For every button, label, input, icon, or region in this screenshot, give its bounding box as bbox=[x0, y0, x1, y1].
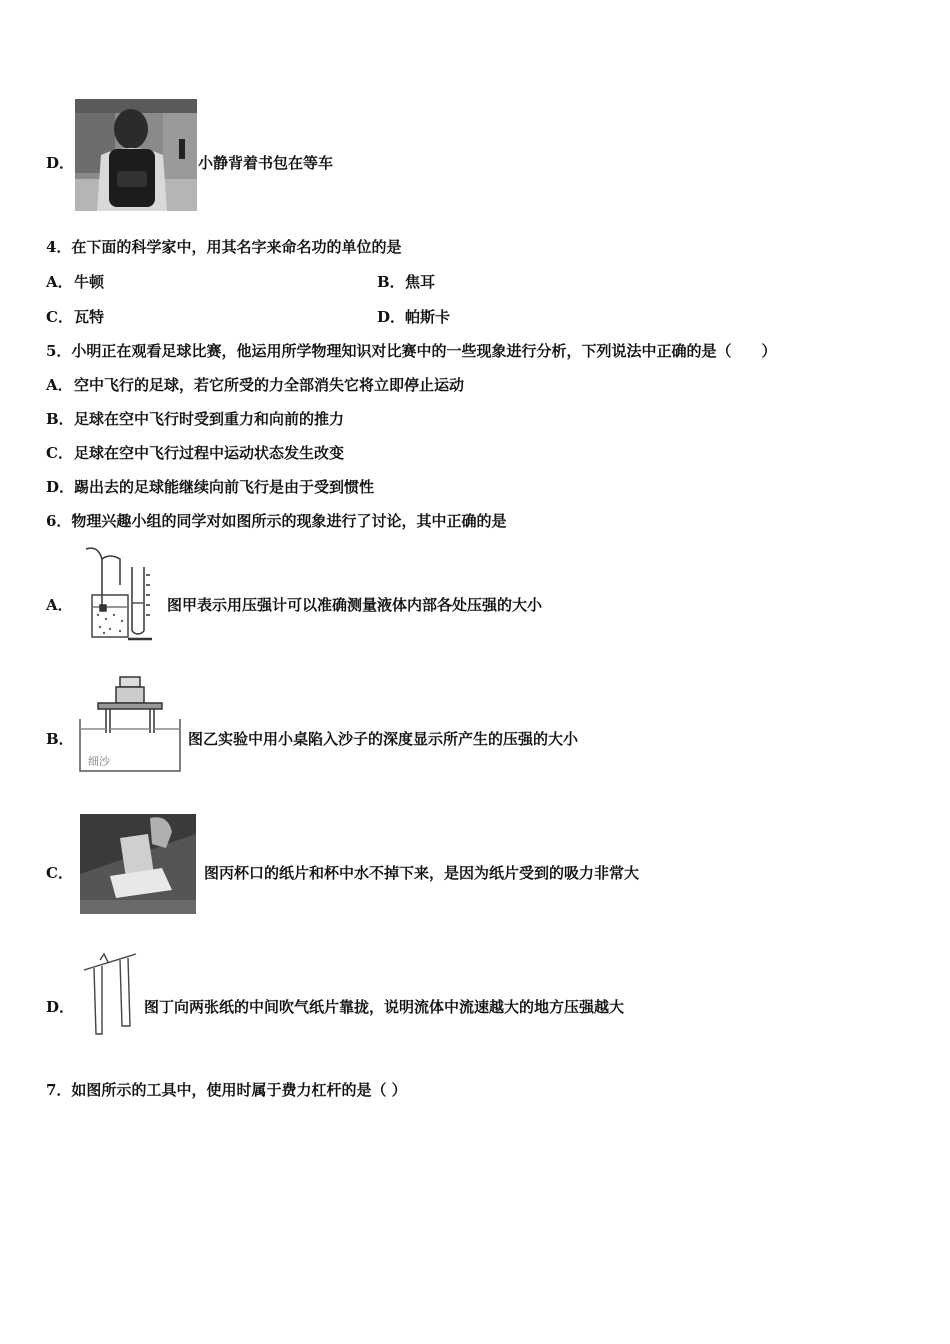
two-papers-figure bbox=[80, 950, 140, 1040]
q4-option-d-text: 帕斯卡 bbox=[405, 308, 451, 326]
q6-option-a-letter: A． bbox=[46, 596, 73, 614]
table-on-sand-figure bbox=[78, 673, 182, 775]
q4-option-b-letter: B． bbox=[377, 273, 405, 291]
q6-stem: 6．物理兴趣小组的同学对如图所示的现象进行了讨论，其中正确的是 bbox=[46, 512, 507, 530]
q4-option-c-letter: C． bbox=[46, 308, 73, 326]
q3-option-d-letter: D． bbox=[46, 154, 75, 172]
q5-option-b-letter: B． bbox=[46, 410, 74, 428]
q4-option-a-text: 牛顿 bbox=[74, 273, 105, 291]
q4-option-d-letter: D． bbox=[377, 308, 406, 326]
q6-option-a-text: 图甲表示用压强计可以准确测量液体内部各处压强的大小 bbox=[167, 596, 543, 614]
q4-stem: 4．在下面的科学家中，用其名字来命名功的单位的是 bbox=[46, 238, 402, 256]
q5-option-d-letter: D． bbox=[46, 478, 75, 496]
q6-option-d-text: 图丁向两张纸的中间吹气纸片靠拢，说明流体中流速越大的地方压强越大 bbox=[144, 998, 625, 1016]
pressure-gauge-figure bbox=[80, 545, 160, 649]
fine-sand-label: 细沙 bbox=[88, 755, 110, 768]
q5-stem: 5．小明正在观看足球比赛，他运用所学物理知识对比赛中的一些现象进行分析，下列说法中正确的是（ ） bbox=[46, 342, 777, 360]
q5-option-a-text: 空中飞行的足球，若它所受的力全部消失它将立即停止运动 bbox=[74, 376, 465, 394]
q5-option-d-text: 踢出去的足球能继续向前飞行是由于受到惯性 bbox=[74, 478, 375, 496]
q4-option-c-text: 瓦特 bbox=[74, 308, 105, 326]
q4-option-a-letter: A． bbox=[46, 273, 73, 291]
q6-option-d-letter: D． bbox=[46, 998, 75, 1016]
q5-option-b-text: 足球在空中飞行时受到重力和向前的推力 bbox=[74, 410, 345, 428]
q4-option-b-text: 焦耳 bbox=[405, 273, 436, 291]
backpack-photo bbox=[75, 99, 197, 211]
cup-paper-photo bbox=[80, 814, 196, 914]
q3-option-d-text: 小静背着书包在等车 bbox=[198, 154, 334, 172]
q5-option-c-text: 足球在空中飞行过程中运动状态发生改变 bbox=[74, 444, 345, 462]
q6-option-c-letter: C． bbox=[46, 864, 73, 882]
q7-stem: 7．如图所示的工具中，使用时属于费力杠杆的是（ ） bbox=[46, 1081, 407, 1099]
q6-option-b-letter: B． bbox=[46, 730, 74, 748]
q6-option-c-text: 图丙杯口的纸片和杯中水不掉下来，是因为纸片受到的吸力非常大 bbox=[204, 864, 640, 882]
q6-option-b-text: 图乙实验中用小桌陷入沙子的深度显示所产生的压强的大小 bbox=[188, 730, 579, 748]
q5-option-c-letter: C． bbox=[46, 444, 73, 462]
q5-option-a-letter: A． bbox=[46, 376, 73, 394]
